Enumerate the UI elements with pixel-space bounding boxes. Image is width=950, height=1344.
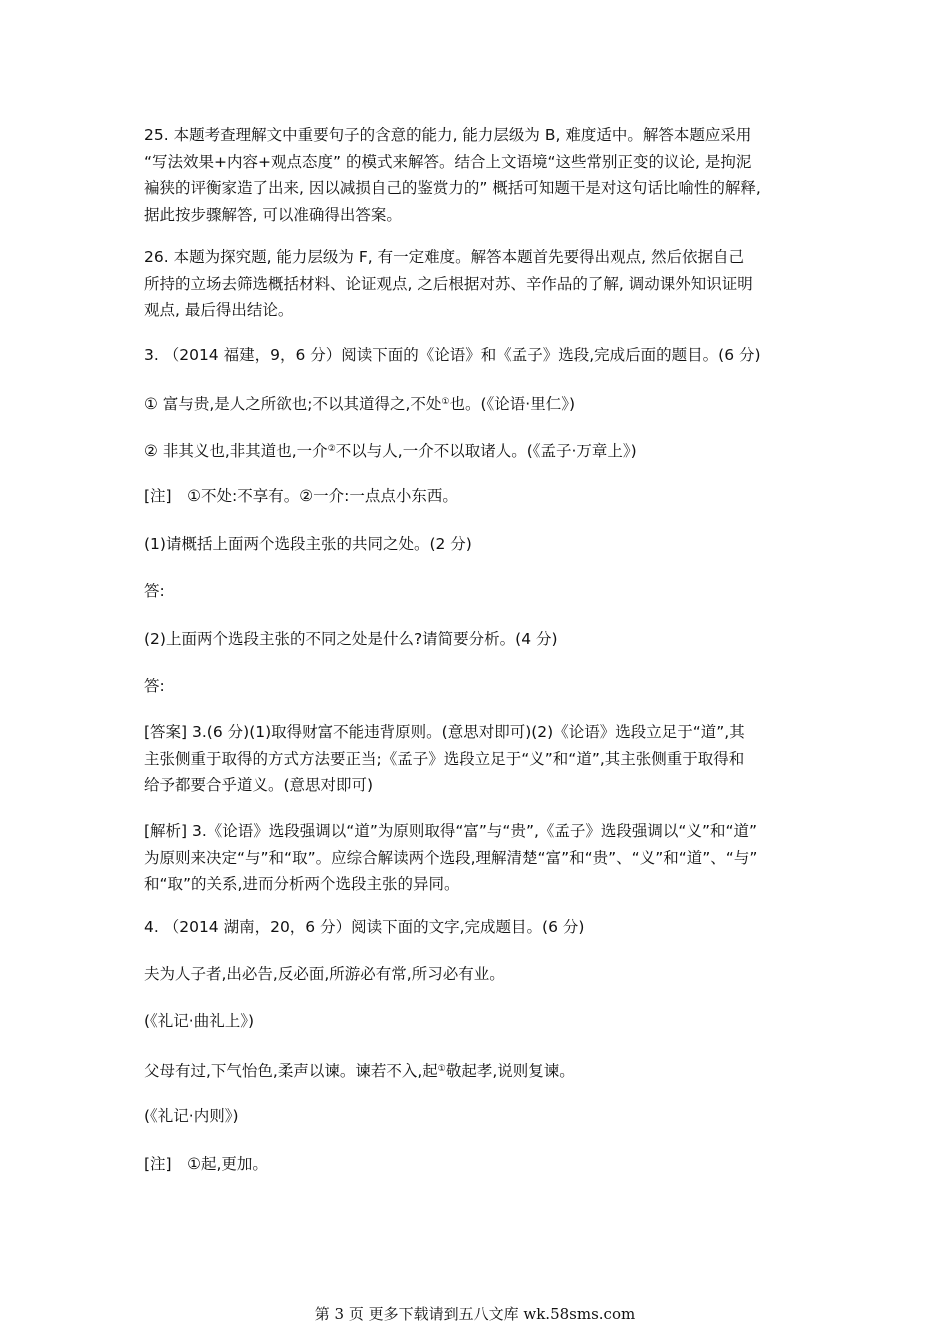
question-4-note: [注] ①起,更加。	[144, 1155, 268, 1173]
passage-text: 敬起孝,说则复谏。	[445, 1062, 575, 1080]
question-3-title: 3. （2014 福建，9，6 分）阅读下面的《论语》和《孟子》选段,完成后面的题目。(6 分)	[144, 346, 761, 364]
text-line: 26. 本题为探究题, 能力层级为 F, 有一定难度。解答本题首先要得出观点, 然后依据自己	[144, 248, 744, 266]
passage-text: 父母有过,下气怡色,柔声以谏。谏若不入,起	[144, 1062, 438, 1080]
text-line: 为原则来决定“与”和“取”。应综合解读两个选段,理解清楚“富”和“贵”、“义”和“道”、“与”	[144, 848, 758, 867]
footnote-marker: ②	[327, 444, 336, 454]
question-3-analysis	[144, 818, 814, 898]
passage-text: 不以与人,一介不以取诸人。(《孟子·万章上》)	[335, 442, 637, 460]
question-3-note: [注] ①不处:不享有。②一介:一点点小东西。	[144, 487, 458, 505]
question-4-passage-1: 夫为人子者,出必告,反必面,所游必有常,所习必有业。	[144, 965, 505, 983]
text-line: “写法效果+内容+观点态度” 的模式来解答。结合上文语境“这些常别正变的议论, 是拘泥	[144, 152, 752, 171]
text-line: 给予都要合乎道义。(意思对即可)	[144, 776, 374, 794]
question-4-source-1: (《礼记·曲礼上》)	[144, 1012, 255, 1030]
passage-text: ② 非其义也,非其道也,一介	[144, 442, 328, 460]
text-line: 主张侧重于取得的方式方法要正当;《孟子》选段立足于“义”和“道”,其主张侧重于取得和	[144, 749, 745, 768]
question-3-subquestion-1: (1)请概括上面两个选段主张的共同之处。(2 分)	[144, 535, 472, 553]
question-3-passage-1	[144, 389, 814, 418]
question-3-passage-2	[144, 436, 814, 465]
question-3-answer	[144, 719, 814, 799]
text-line: 褊狭的评衡家造了出来, 因以减损自己的鉴赏力的” 概括可知题干是对这句话比喻性的解释,	[144, 179, 761, 197]
passage-text: 也。(《论语·里仁》)	[449, 395, 576, 413]
page-footer: 第 3 页 更多下载请到五八文库 wk.58sms.com	[314, 1305, 636, 1323]
question-4-title: 4. （2014 湖南，20，6 分）阅读下面的文字,完成题目。(6 分)	[144, 918, 585, 936]
question-4-source-2: (《礼记·内则》)	[144, 1107, 239, 1125]
text-line: 观点, 最后得出结论。	[144, 301, 294, 319]
text-line: 25. 本题考查理解文中重要句子的含意的能力, 能力层级为 B, 难度适中。解答本题应采用	[144, 126, 752, 144]
paragraph-q26	[144, 244, 814, 324]
question-3-subquestion-2: (2)上面两个选段主张的不同之处是什么?请简要分析。(4 分)	[144, 630, 558, 648]
answer-label: 答:	[144, 582, 165, 600]
text-line: 据此按步骤解答, 可以准确得出答案。	[144, 205, 402, 224]
text-line: [解析] 3.《论语》选段强调以“道”为原则取得“富”与“贵”,《孟子》选段强调以“义”和“道”	[144, 822, 758, 840]
text-line: [答案] 3.(6 分)(1)取得财富不能违背原则。(意思对即可)(2)《论语》选段立足于“道”,其	[144, 723, 745, 741]
footnote-marker: ①	[441, 397, 450, 407]
text-line: 所持的立场去筛选概括材料、论证观点, 之后根据对苏、辛作品的了解, 调动课外知识证明	[144, 274, 753, 293]
paragraph-q25	[144, 122, 814, 228]
passage-text: ① 富与贵,是人之所欲也;不以其道得之,不处	[144, 395, 442, 413]
question-4-passage-2	[144, 1056, 814, 1085]
footnote-marker: ①	[437, 1064, 446, 1074]
answer-label: 答:	[144, 677, 165, 695]
text-line: 和“取”的关系,进而分析两个选段主张的异同。	[144, 875, 460, 893]
